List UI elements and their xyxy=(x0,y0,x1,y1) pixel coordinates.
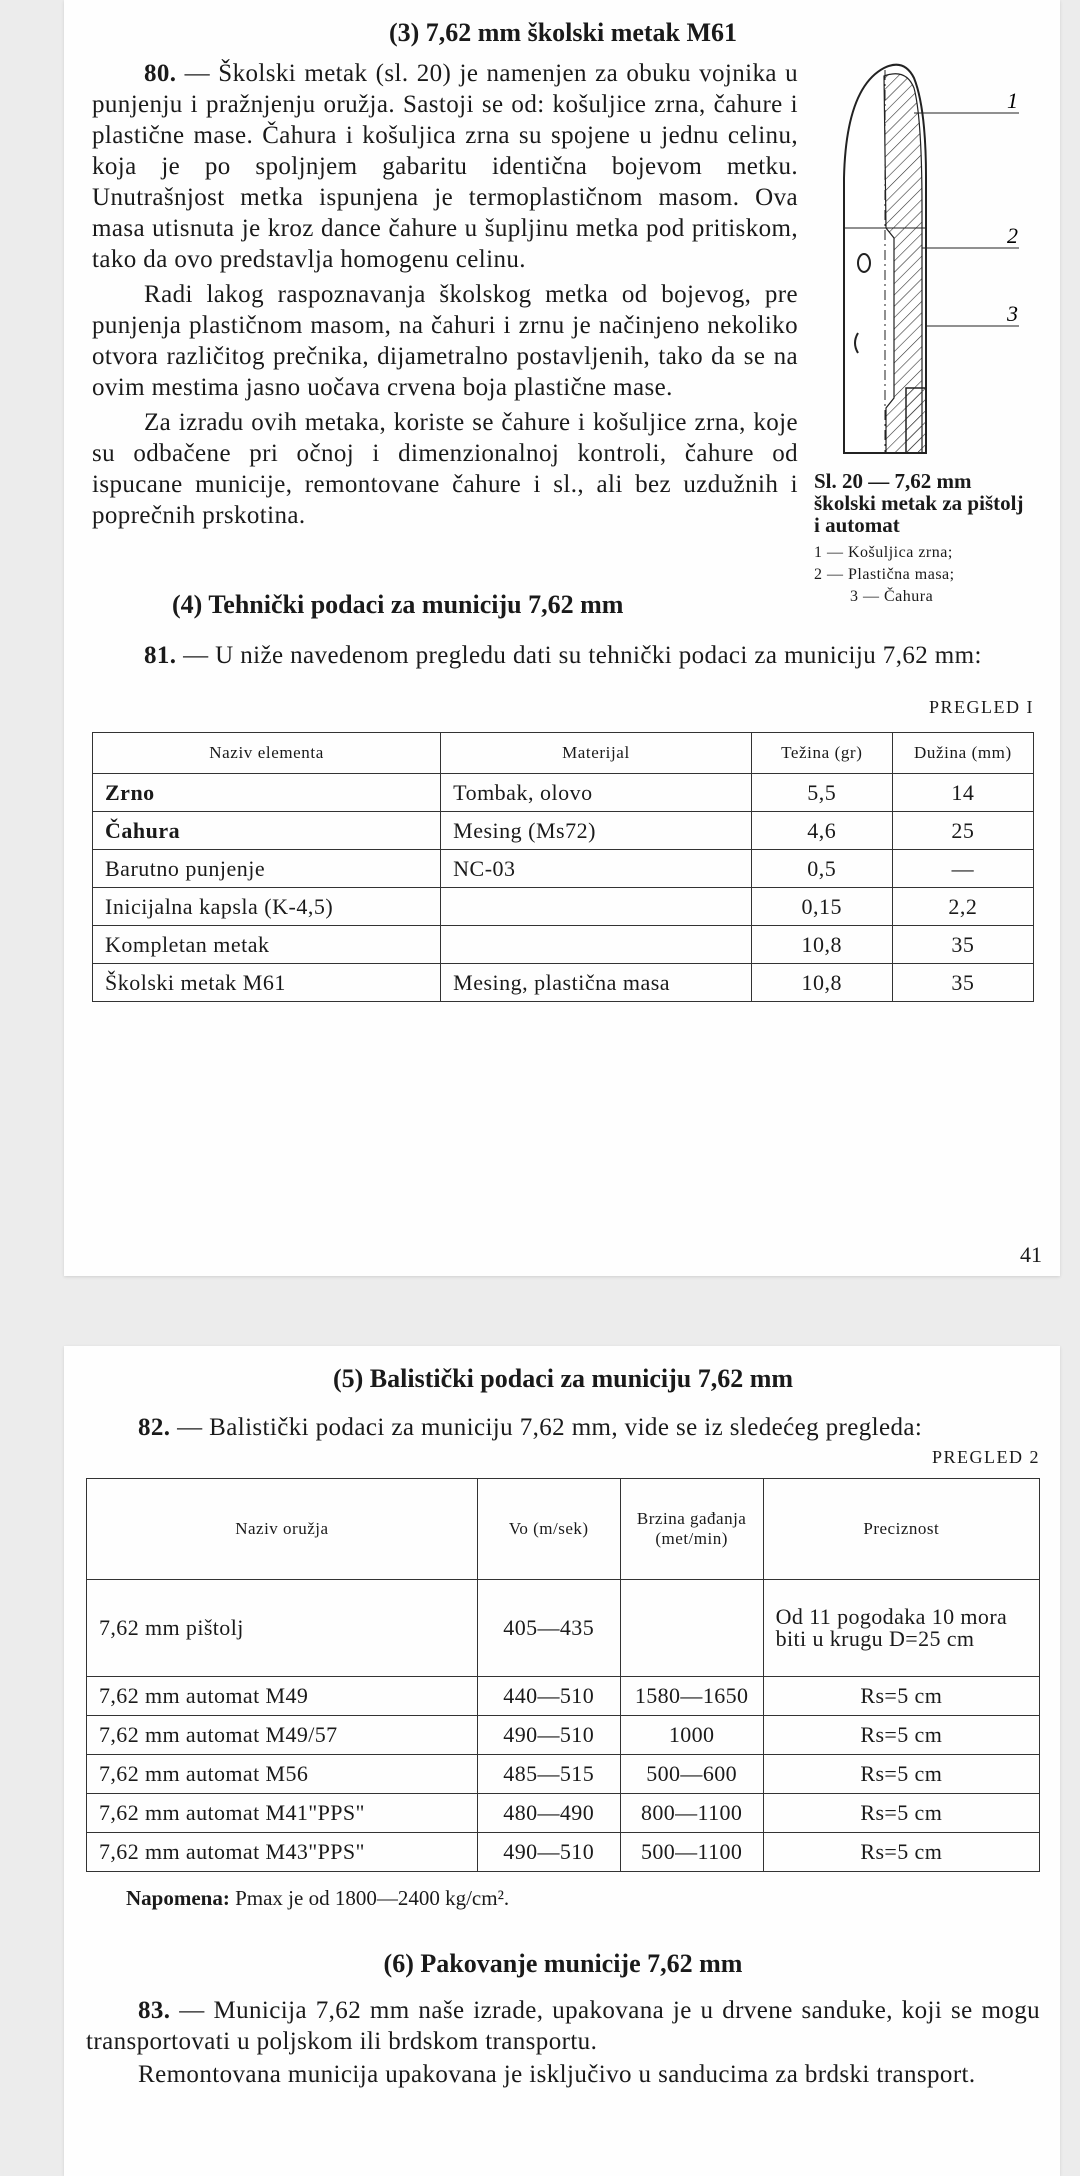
table-cell: 7,62 mm automat M49/57 xyxy=(87,1716,478,1755)
table-cell: 7,62 mm automat M56 xyxy=(87,1755,478,1794)
table-row xyxy=(93,774,1034,812)
table-cell: 10,8 xyxy=(751,926,892,964)
table-cell: Školski metak M61 xyxy=(93,964,441,1002)
table-cell: Tombak, olovo xyxy=(441,774,752,812)
table-cell: Rs=5 cm xyxy=(763,1794,1039,1833)
paragraph-number: 81. xyxy=(144,642,177,669)
column-header: Brzina gađanja (met/min) xyxy=(620,1479,763,1580)
table-row xyxy=(87,1755,1040,1794)
table-cell: Rs=5 cm xyxy=(763,1716,1039,1755)
table-cell: 490—510 xyxy=(477,1833,620,1872)
table-cell: 35 xyxy=(892,964,1033,1002)
column-header: Naziv oružja xyxy=(87,1479,478,1580)
table-cell: Mesing, plastična masa xyxy=(441,964,752,1002)
paragraph-text: — Municija 7,62 mm naše izrade, upakovana je u drvene sanduke, koji se mogu transportovati u poljskom ili brdskom transportu. xyxy=(86,1997,1040,2055)
figure-20 xyxy=(814,58,1034,608)
column-header: Naziv elementa xyxy=(93,733,441,774)
table-cell: 5,5 xyxy=(751,774,892,812)
table-cell: 4,6 xyxy=(751,812,892,850)
table-cell: NC-03 xyxy=(441,850,752,888)
figure-caption: Sl. 20 — 7,62 mm školski metak za pištolj i automat xyxy=(814,469,1024,537)
table-cell: Od 11 pogodaka 10 mora biti u krugu D=25 cm xyxy=(763,1580,1039,1677)
table-cell: 800—1100 xyxy=(620,1794,763,1833)
paragraph-83-b: Remontovana municija upakovana je isključivo u sanducima za brdski transport. xyxy=(138,2061,976,2088)
paragraph-number: 83. xyxy=(138,1997,171,2024)
paragraph-text: — U niže navedenom pregledu dati su tehnički podaci za municiju 7,62 mm: xyxy=(176,642,982,669)
table-cell xyxy=(620,1580,763,1677)
table-cell: Barutno punjenje xyxy=(93,850,441,888)
table-cell: Inicijalna kapsla (K-4,5) xyxy=(93,888,441,926)
table-cell: 405—435 xyxy=(477,1580,620,1677)
paragraph-80-c: Za izradu ovih metaka, koriste se čahure i košuljice zrna, koje su odbačene pri očnoj i dimenzionalnoj kontroli, čahure od ispucane municije, remontovane čahure i sl., ali bez uzdužnih i poprečnih prskotina. xyxy=(92,409,798,529)
table-cell: 2,2 xyxy=(892,888,1033,926)
table-row xyxy=(93,850,1034,888)
section-6-title: (6) Pakovanje municije 7,62 mm xyxy=(383,1949,743,1978)
note-text: Pmax je od 1800—2400 kg/cm². xyxy=(229,1886,510,1910)
table-row xyxy=(87,1580,1040,1677)
paragraph-number: 80. xyxy=(144,60,177,87)
table-note xyxy=(126,1886,1040,1911)
column-header: Preciznost xyxy=(763,1479,1039,1580)
table-cell: Zrno xyxy=(93,774,441,812)
legend-item: 1 — Košuljica zrna; xyxy=(814,544,953,561)
table-cell: 500—1100 xyxy=(620,1833,763,1872)
table-cell: 500—600 xyxy=(620,1755,763,1794)
table-cell: 10,8 xyxy=(751,964,892,1002)
table-header-row xyxy=(87,1479,1040,1580)
column-header: Vo (m/sek) xyxy=(477,1479,620,1580)
document-page-41 xyxy=(64,0,1060,1276)
note-label: Napomena: xyxy=(126,1886,230,1910)
column-header: Materijal xyxy=(441,733,752,774)
table-row xyxy=(87,1794,1040,1833)
table-row xyxy=(93,964,1034,1002)
table-cell: 0,15 xyxy=(751,888,892,926)
legend-item: 3 — Čahura xyxy=(850,588,934,605)
table-cell: 0,5 xyxy=(751,850,892,888)
table-row xyxy=(93,926,1034,964)
table-cell: 25 xyxy=(892,812,1033,850)
table-cell: 35 xyxy=(892,926,1033,964)
table-cell: 7,62 mm automat M43"PPS" xyxy=(87,1833,478,1872)
table-cell: 1580—1650 xyxy=(620,1677,763,1716)
table-cell xyxy=(441,926,752,964)
table-cell: 440—510 xyxy=(477,1677,620,1716)
pregled-2-label: PREGLED 2 xyxy=(932,1447,1040,1467)
page-number: 41 xyxy=(1020,1242,1042,1267)
ballistic-data-table xyxy=(86,1478,1040,1872)
column-header: Težina (gr) xyxy=(751,733,892,774)
technical-data-table xyxy=(92,732,1034,1002)
column-header: Dužina (mm) xyxy=(892,733,1033,774)
paragraph-82 xyxy=(86,1412,1040,1443)
table-cell: 480—490 xyxy=(477,1794,620,1833)
paragraph-text: — Balistički podaci za municiju 7,62 mm, vide se iz sledećeg pregleda: xyxy=(170,1414,923,1441)
table-cell: Kompletan metak xyxy=(93,926,441,964)
table-cell xyxy=(441,888,752,926)
table-cell: Rs=5 cm xyxy=(763,1755,1039,1794)
table-cell: 1000 xyxy=(620,1716,763,1755)
case-base xyxy=(906,388,926,453)
paragraph-text: — Školski metak (sl. 20) je namenjen za obuku vojnika u punjenju i pražnjenju oružja. Sastoji se od: košuljice zrna, čahure i plastične mase. Čahura i košuljica zrna su spojene u jednu celinu, koja je po spoljnjem gabaritu identična bojevom metku. Unutrašnjost metka ispunjena je termoplastičnom masom. Ova masa utisnuta je kroz dance čahure u šupljinu metka pod pritiskom, tako da ovo predstavlja homogenu celinu. xyxy=(92,60,798,273)
table-cell: 490—510 xyxy=(477,1716,620,1755)
table-cell: Rs=5 cm xyxy=(763,1833,1039,1872)
paragraph-80 xyxy=(92,58,798,275)
figure-label-2: 2 xyxy=(1007,223,1018,248)
section-4-title: (4) Tehnički podaci za municiju 7,62 mm xyxy=(172,590,624,619)
legend-item: 2 — Plastična masa; xyxy=(814,566,955,583)
document-page-next xyxy=(64,1346,1060,2176)
table-cell: 7,62 mm pištolj xyxy=(87,1580,478,1677)
table-row xyxy=(87,1833,1040,1872)
table-cell: 14 xyxy=(892,774,1033,812)
pregled-1-label: PREGLED I xyxy=(929,697,1034,717)
table-cell: 485—515 xyxy=(477,1755,620,1794)
paragraph-80-b: Radi lakog raspoznavanja školskog metka od bojevog, pre punjenja plastičnom masom, na čahuri i zrnu je načinjeno nekoliko otvora različitog prečnika, dijametralno postavljenih, tako da se na ovim mestima jasno uočava crvena boja plastične mase. xyxy=(92,281,798,401)
section-3-title: (3) 7,62 mm školski metak M61 xyxy=(388,18,738,47)
cartridge-illustration xyxy=(814,58,1034,458)
table-row xyxy=(93,812,1034,850)
table-row xyxy=(87,1677,1040,1716)
table-cell: Čahura xyxy=(93,812,441,850)
paragraph-81 xyxy=(92,640,1034,671)
figure-legend xyxy=(814,542,1034,608)
paragraph-83 xyxy=(86,1995,1040,2057)
table-cell: Mesing (Ms72) xyxy=(441,812,752,850)
table-row xyxy=(93,888,1034,926)
figure-label-3: 3 xyxy=(1007,301,1018,326)
table-cell: 7,62 mm automat M49 xyxy=(87,1677,478,1716)
hole-zrno xyxy=(858,254,870,272)
table-cell: Rs=5 cm xyxy=(763,1677,1039,1716)
table-row xyxy=(87,1716,1040,1755)
table-cell: — xyxy=(892,850,1033,888)
paragraph-80-text-column xyxy=(92,58,798,608)
paragraph-80-block xyxy=(92,58,1034,608)
table-cell: 7,62 mm automat M41"PPS" xyxy=(87,1794,478,1833)
table-header-row xyxy=(93,733,1034,774)
section-5-title: (5) Balistički podaci za municiju 7,62 mm xyxy=(332,1364,794,1393)
figure-label-1: 1 xyxy=(1007,88,1018,113)
paragraph-number: 82. xyxy=(138,1414,171,1441)
